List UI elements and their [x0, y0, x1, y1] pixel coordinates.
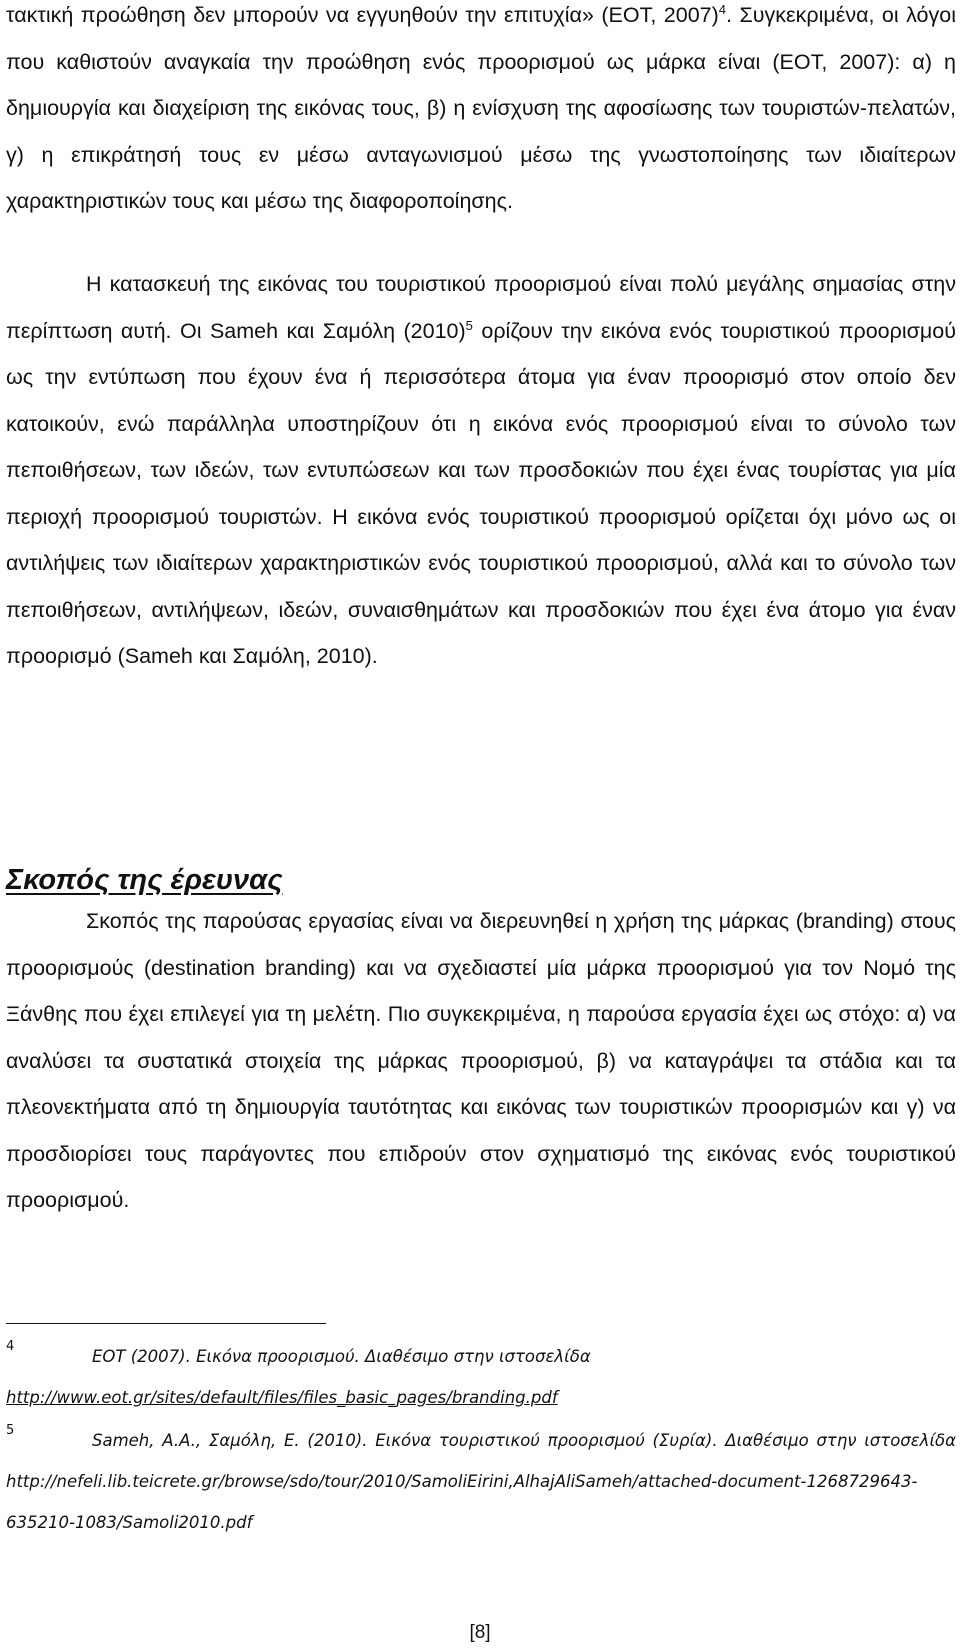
footnote-text: ΕΟΤ (2007). Εικόνα προορισμού. Διαθέσιμο στην ιστοσελίδα: [92, 1347, 591, 1366]
footnote-ref-5[interactable]: 5: [465, 317, 473, 333]
image-text-start: Η κατασκευή της εικόνας του τουριστικού προορισμού είναι πολύ μεγάλης σημασίας στην περίπτωση αυτή. Οι Sameh και Σαμόλη (2010): [6, 272, 956, 343]
section-heading-research-aim: Σκοπός της έρευνας: [6, 864, 283, 896]
footnote-4: [6, 1336, 956, 1418]
footnote-link[interactable]: http://nefeli.lib.teicrete.gr/browse/sdo/tour/2010/SamoliEirini,AlhajAliSameh/attached-document-1268729643-635210-1083/Samoli2010.pdf: [6, 1472, 918, 1532]
footnote-number: 5: [6, 1423, 15, 1438]
footnote-text: Sameh, A.A., Σαμόλη, Ε. (2010). Εικόνα τουριστικού προορισμού (Συρία). Διαθέσιμο στην ιστοσελίδα: [92, 1431, 956, 1450]
footnote-5: [6, 1420, 956, 1543]
footnote-number: 4: [6, 1339, 15, 1354]
footnote-ref-4[interactable]: 4: [718, 1, 727, 17]
intro-text-start: τακτική προώθηση δεν μπορούν να εγγυηθούν την επιτυχία» (ΕΟΤ, 2007): [6, 3, 719, 27]
research-aim-paragraph: Σκοπός της παρούσας εργασίας είναι να διερευνηθεί η χρήση της μάρκας (branding) στους προορισμούς (destination branding) και να σχεδιαστεί μία μάρκα προορισμού για τον Νομό της Ξάνθης που έχει επιλεγεί για τη μελέτη. Πιο συγκεκριμένα, η παρούσα εργασία έχει ως στόχο: α) να αναλύσει τα συστατικά στοιχεία της μάρκας προορισμού, β) να καταγράψει τα στάδια και τα πλεονεκτήματα από τη δημιουργία ταυτότητας και εικόνας των τουριστικών προορισμών και γ) να προσδιορίσει τους παράγοντες που επιδρούν στον σχηματισμό της εικόνας ενός τουριστικού προορισμού.: [6, 909, 956, 1212]
intro-paragraph: [6, 0, 956, 225]
footnote-link[interactable]: http://www.eot.gr/sites/default/files/files_basic_pages/branding.pdf: [6, 1388, 558, 1407]
page-number: [8]: [469, 1622, 491, 1643]
footnote-separator: [6, 1323, 326, 1324]
intro-text-end: . Συγκεκριμένα, οι λόγοι που καθιστούν αναγκαία την προώθηση ενός προορισμού ως μάρκα είναι (ΕΟΤ, 2007): α) η δημιουργία και διαχείριση της εικόνας τους, β) η ενίσχυση της αφοσίωσης των τουριστών-πελατών, γ) η επικράτησή τους εν μέσω ανταγωνισμού μέσω της γνωστοποίησης των ιδιαίτερων χαρακτηριστικών τους και μέσω της διαφοροποίησης.: [6, 3, 956, 213]
destination-image-paragraph: [6, 261, 956, 680]
image-text-end: ορίζουν την εικόνα ενός τουριστικού προορισμού ως την εντύπωση που έχουν ένα ή περισσότερα άτομα για έναν προορισμό στον οποίο δεν κατοικούν, ενώ παράλληλα υποστηρίζουν ότι η εικόνα ενός προορισμού είναι το σύνολο των πεποιθήσεων, των ιδεών, των εντυπώσεων και των προσδοκιών που έχει ένας τουρίστας για μία περιοχή προορισμού τουριστών. Η εικόνα ενός τουριστικού προορισμού ορίζεται όχι μόνο ως οι αντιλήψεις των ιδιαίτερων χαρακτηριστικών ενός τουριστικού προορισμού, αλλά και το σύνολο των πεποιθήσεων, αντιλήψεων, ιδεών, συναισθημάτων και προσδοκιών που έχει ένα άτομο για έναν προορισμό (Sameh και Σαμόλη, 2010).: [6, 318, 956, 668]
